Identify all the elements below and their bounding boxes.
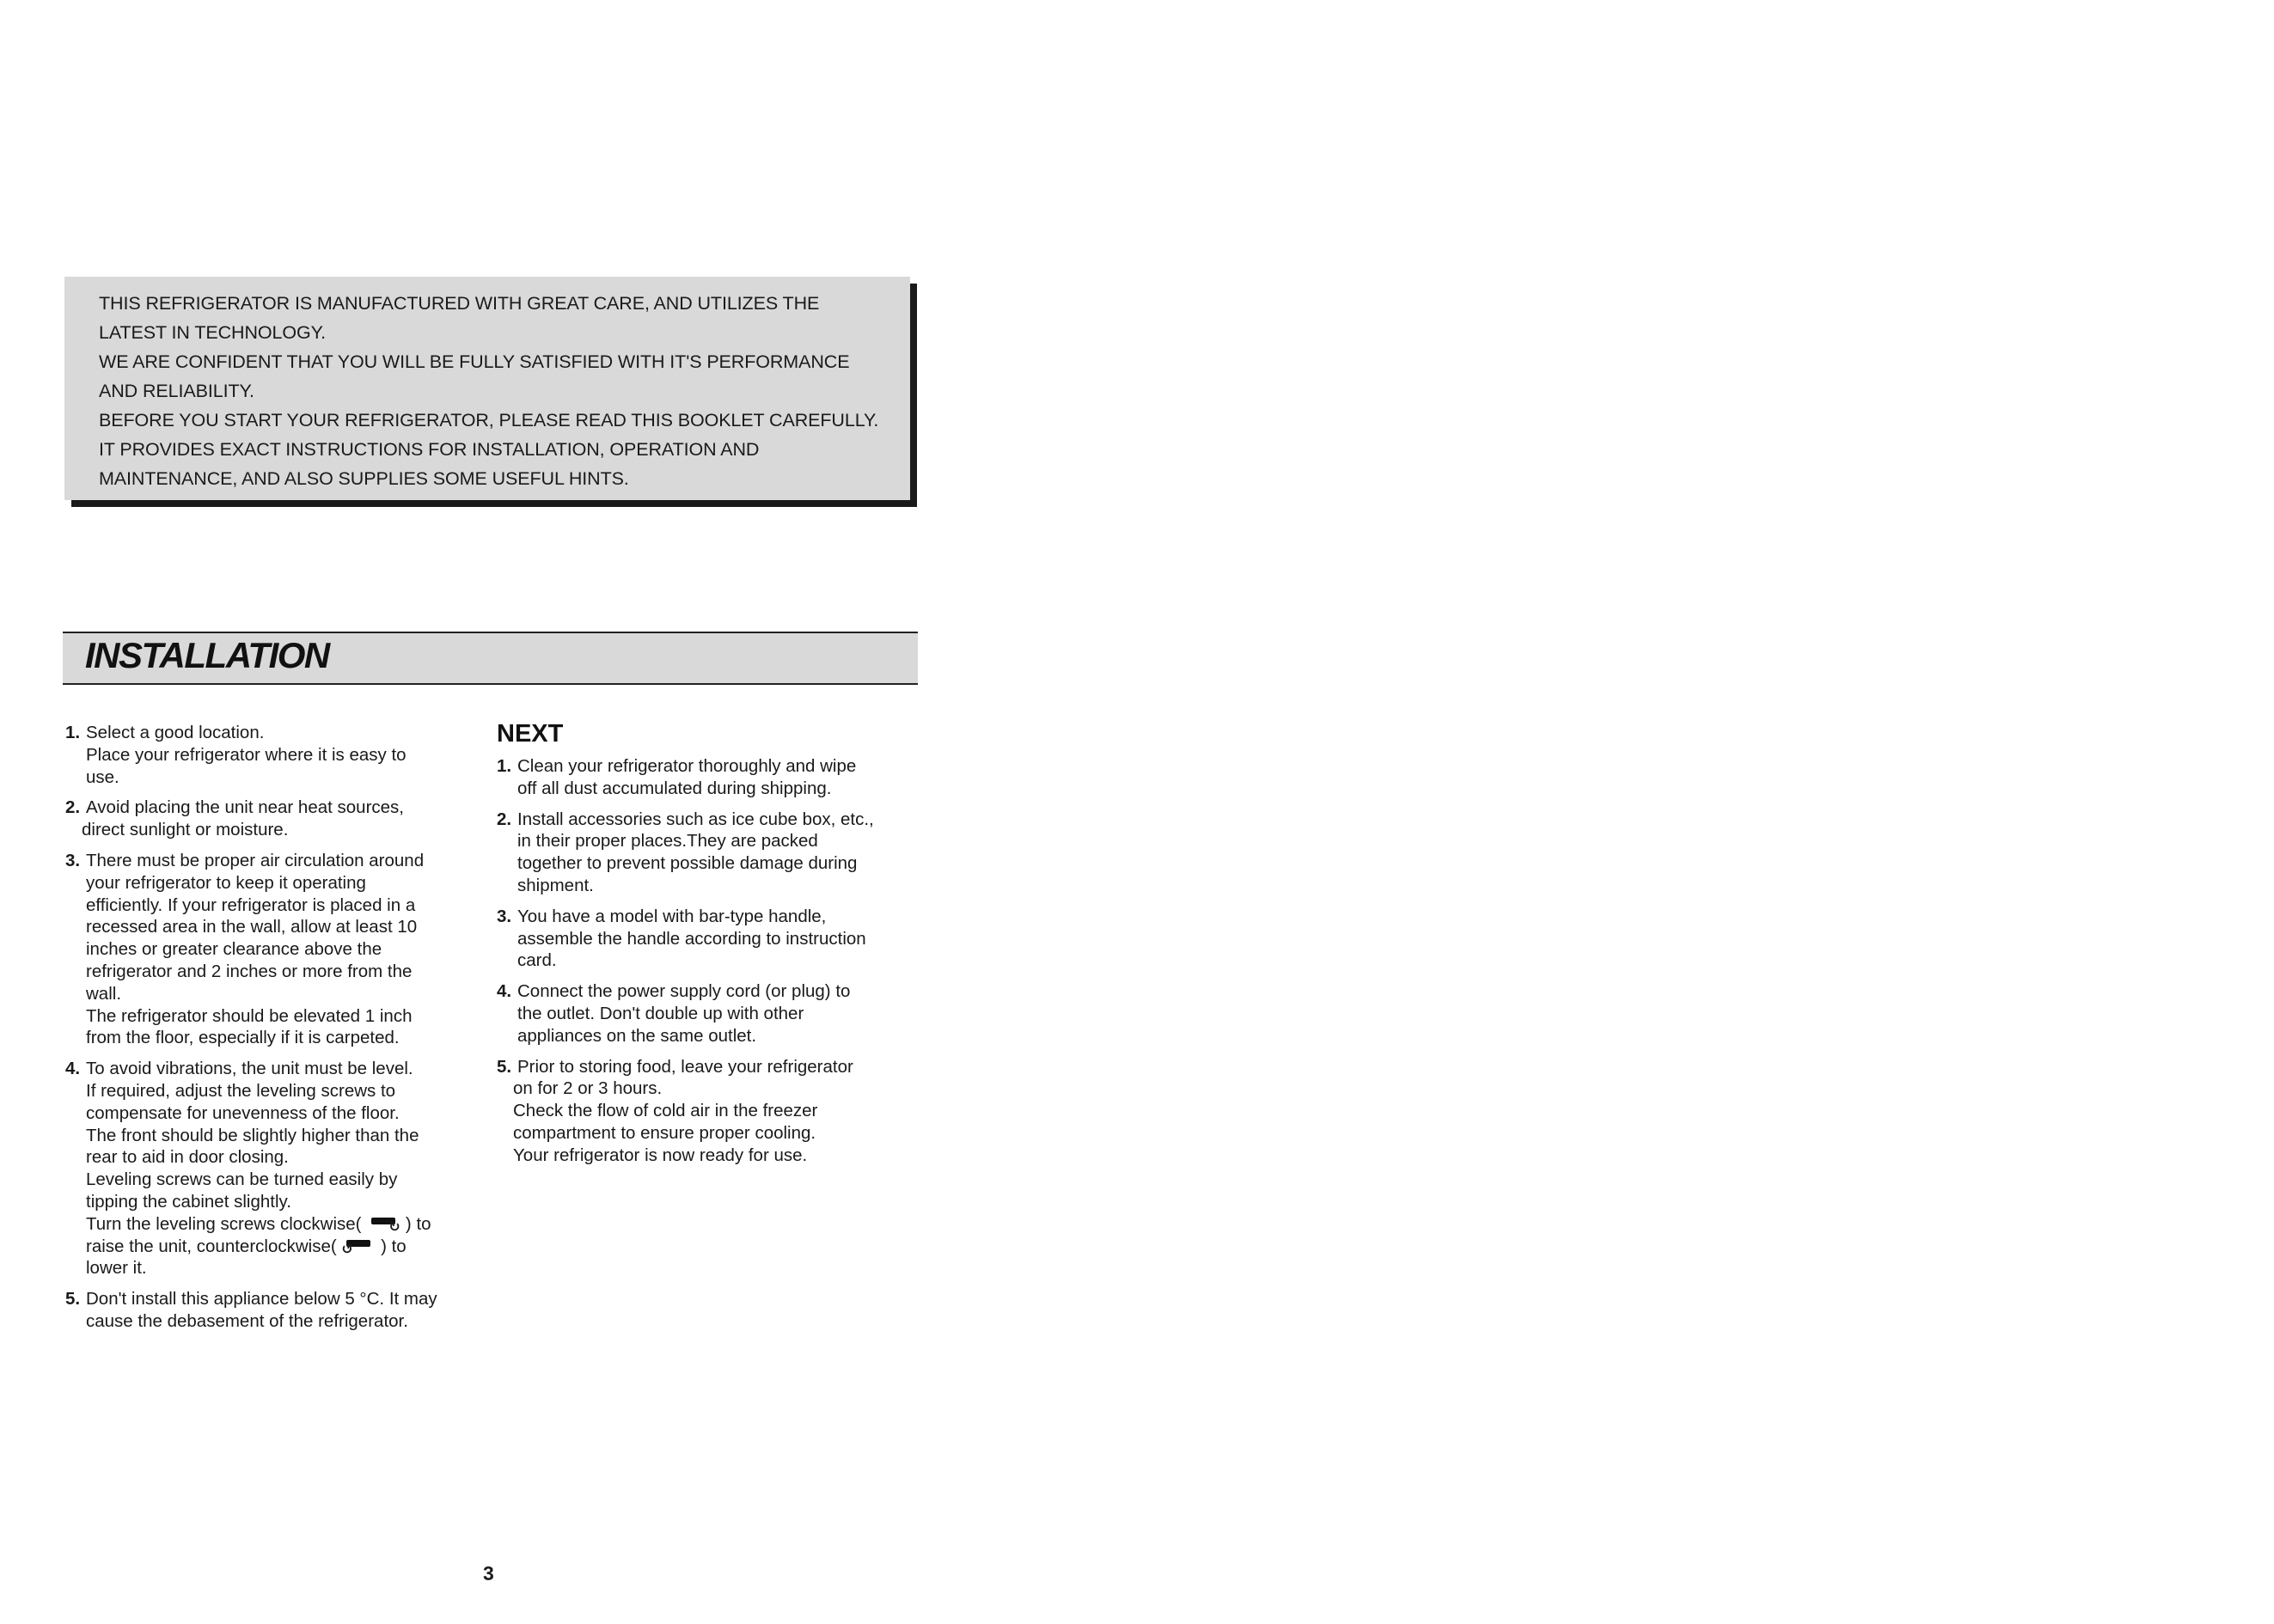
next-section bbox=[497, 720, 909, 1175]
item-line: together to prevent possible damage during bbox=[517, 853, 858, 874]
item-line: assemble the handle according to instruction bbox=[517, 928, 866, 949]
item-line: efficiently. If your refrigerator is placed in a bbox=[86, 894, 416, 915]
installation-list bbox=[65, 722, 469, 1341]
item-line: the outlet. Don't double up with other bbox=[517, 1003, 804, 1023]
item-number: 2. bbox=[65, 797, 81, 818]
item-number: 3. bbox=[497, 906, 512, 926]
intro-line: AND RELIABILITY. bbox=[99, 381, 254, 401]
turn-line bbox=[86, 1213, 469, 1236]
item-number: 2. bbox=[497, 809, 512, 829]
intro-line: BEFORE YOU START YOUR REFRIGERATOR, PLEASE READ THIS BOOKLET CAREFULLY. bbox=[99, 410, 879, 430]
item-line: Select a good location. bbox=[86, 723, 265, 742]
intro-line: MAINTENANCE, AND ALSO SUPPLIES SOME USEFUL HINTS. bbox=[99, 468, 629, 489]
turn-line bbox=[86, 1236, 469, 1258]
item-line: refrigerator and 2 inches or more from the bbox=[86, 961, 413, 981]
item-line: The front should be slightly higher than the bbox=[86, 1125, 419, 1145]
item-line: Prior to storing food, leave your refrigerator bbox=[517, 1056, 853, 1077]
intro-line: IT PROVIDES EXACT INSTRUCTIONS FOR INSTALLATION, OPERATION AND bbox=[99, 439, 760, 460]
section-title: INSTALLATION bbox=[85, 635, 329, 675]
item-line: wall. bbox=[86, 983, 122, 1004]
list-item bbox=[497, 980, 909, 1047]
item-line: tipping the cabinet slightly. bbox=[86, 1191, 291, 1212]
item-number: 4. bbox=[497, 981, 512, 1002]
list-item bbox=[65, 850, 469, 1049]
item-line: Clean your refrigerator thoroughly and wipe bbox=[517, 756, 857, 776]
item-line: Don't install this appliance below 5 °C. It may bbox=[86, 1289, 437, 1310]
item-line: from the floor, especially if it is carpeted. bbox=[86, 1028, 400, 1048]
turn-text: ) to bbox=[405, 1213, 431, 1234]
item-line: There must be proper air circulation around bbox=[86, 850, 425, 870]
item-line: your refrigerator to keep it operating bbox=[86, 872, 366, 893]
item-line: rear to aid in door closing. bbox=[86, 1147, 289, 1168]
item-line: The refrigerator should be elevated 1 inch bbox=[86, 1005, 413, 1026]
list-item bbox=[65, 1288, 469, 1333]
list-item bbox=[497, 809, 909, 897]
item-number: 5. bbox=[65, 1289, 81, 1310]
intro-line: THIS REFRIGERATOR IS MANUFACTURED WITH GREAT CARE, AND UTILIZES THE bbox=[99, 293, 820, 314]
item-line: Avoid placing the unit near heat sources, bbox=[86, 797, 405, 818]
item-line: Check the flow of cold air in the freezer bbox=[513, 1101, 818, 1121]
turn-text: raise the unit, counterclockwise( bbox=[86, 1236, 337, 1256]
item-line: Install accessories such as ice cube box, etc., bbox=[517, 809, 874, 829]
item-line: in their proper places.They are packed bbox=[517, 831, 818, 852]
item-line: compartment to ensure proper cooling. bbox=[513, 1122, 816, 1143]
item-line: inches or greater clearance above the bbox=[86, 939, 382, 960]
item-number: 1. bbox=[497, 756, 512, 776]
item-number: 3. bbox=[65, 850, 81, 870]
item-line: direct sunlight or moisture. bbox=[82, 820, 289, 840]
page-number: 3 bbox=[483, 1562, 494, 1584]
list-item bbox=[65, 1058, 469, 1279]
turn-text: Turn the leveling screws clockwise( bbox=[86, 1213, 362, 1234]
item-number: 1. bbox=[65, 723, 81, 742]
item-line: shipment. bbox=[517, 875, 594, 895]
turn-text: ) to bbox=[381, 1236, 407, 1256]
item-line: off all dust accumulated during shipping. bbox=[517, 778, 832, 798]
intro-notice-box bbox=[64, 277, 910, 500]
item-line: appliances on the same outlet. bbox=[517, 1025, 757, 1046]
section-header-bar bbox=[63, 632, 918, 685]
item-line: use. bbox=[86, 766, 119, 787]
list-item bbox=[497, 1056, 909, 1167]
list-item bbox=[497, 755, 909, 800]
item-line: Leveling screws can be turned easily by bbox=[86, 1169, 398, 1190]
intro-line: WE ARE CONFIDENT THAT YOU WILL BE FULLY SATISFIED WITH IT'S PERFORMANCE bbox=[99, 351, 850, 372]
item-line: To avoid vibrations, the unit must be level. bbox=[86, 1059, 413, 1079]
list-item bbox=[65, 797, 469, 841]
clockwise-rotation-icon: ↻ bbox=[366, 1214, 400, 1233]
item-line: Place your refrigerator where it is easy to bbox=[86, 744, 407, 765]
list-item bbox=[65, 722, 469, 788]
item-line: Connect the power supply cord (or plug) to bbox=[517, 981, 851, 1002]
item-line: If required, adjust the leveling screws to bbox=[86, 1080, 396, 1101]
item-line: recessed area in the wall, allow at least 10 bbox=[86, 917, 418, 937]
counterclockwise-rotation-icon: ↺ bbox=[341, 1236, 376, 1255]
list-item bbox=[497, 906, 909, 972]
item-line: on for 2 or 3 hours. bbox=[513, 1078, 663, 1099]
intro-line: LATEST IN TECHNOLOGY. bbox=[99, 322, 326, 343]
item-line: Your refrigerator is now ready for use. bbox=[513, 1145, 808, 1165]
item-line: You have a model with bar-type handle, bbox=[517, 906, 827, 926]
item-line: lower it. bbox=[86, 1258, 147, 1279]
item-number: 4. bbox=[65, 1059, 81, 1079]
item-line: cause the debasement of the refrigerator. bbox=[86, 1310, 408, 1331]
next-heading: NEXT bbox=[497, 720, 564, 748]
item-line: compensate for unevenness of the floor. bbox=[86, 1102, 400, 1123]
item-line: card. bbox=[517, 950, 557, 971]
item-number: 5. bbox=[497, 1056, 512, 1077]
